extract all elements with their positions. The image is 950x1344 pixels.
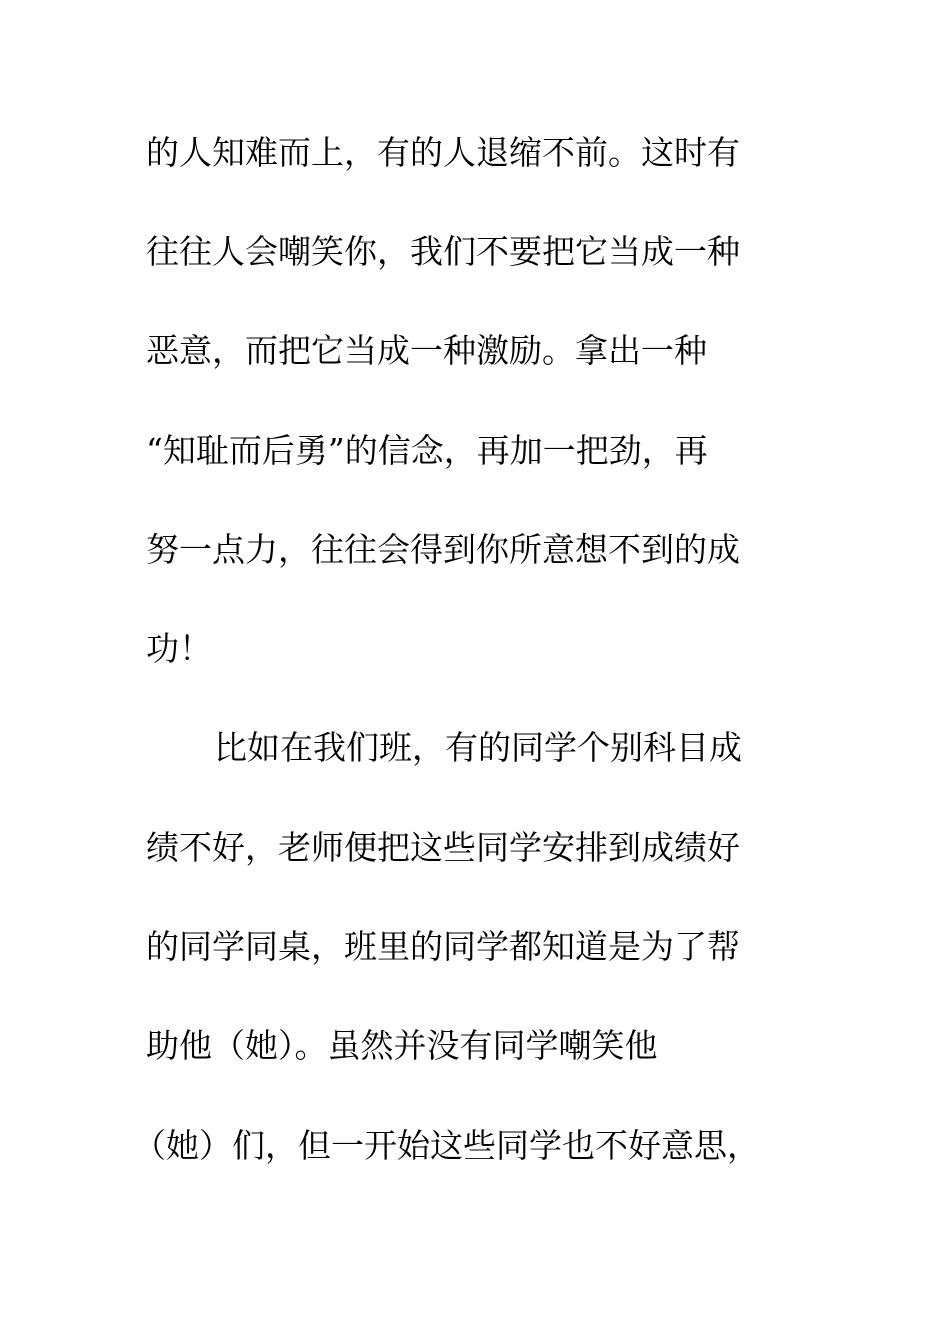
text-line-5: 努一点力，往往会得到你所意想不到的成: [146, 530, 740, 569]
text-line-2: 往往人会嘲笑你，我们不要把它当成一种: [146, 232, 740, 271]
text-line-9: 的同学同桌，班里的同学都知道是为了帮: [146, 927, 740, 966]
text-line-11: （她）们，但一开始这些同学也不好意思，: [133, 1126, 760, 1165]
text-line-1: 的人知难而上，有的人退缩不前。这时有: [146, 133, 740, 172]
text-line-6: 功！: [146, 629, 212, 668]
text-line-4: “知耻而后勇”的信念，再加一把劲，再: [146, 431, 708, 470]
text-line-10: 助他（她）。虽然并没有同学嘲笑他: [146, 1026, 658, 1065]
text-line-8: 绩不好，老师便把这些同学安排到成绩好: [146, 828, 740, 867]
text-line-3: 恶意，而把它当成一种激励。拿出一种: [146, 331, 707, 370]
text-line-7: 比如在我们班，有的同学个别科目成: [214, 728, 742, 767]
